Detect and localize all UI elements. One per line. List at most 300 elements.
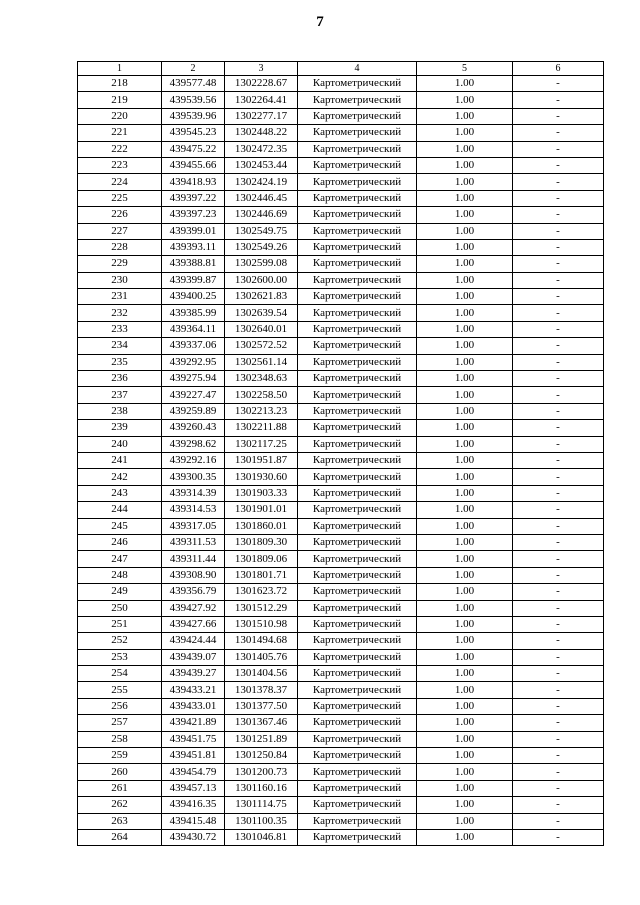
method-cell: Картометрический (298, 452, 417, 468)
point-number-cell: 256 (78, 698, 162, 714)
table-row (78, 666, 604, 682)
method-cell: Картометрический (298, 518, 417, 534)
accuracy-cell: 1.00 (417, 387, 513, 403)
x-coordinate-cell: 439399.01 (162, 223, 225, 239)
method-cell: Картометрический (298, 600, 417, 616)
accuracy-cell: 1.00 (417, 289, 513, 305)
accuracy-cell: 1.00 (417, 780, 513, 796)
note-cell: - (513, 420, 604, 436)
x-coordinate-cell: 439475.22 (162, 141, 225, 157)
table-header (78, 62, 604, 76)
x-coordinate-cell: 439439.07 (162, 649, 225, 665)
table-row (78, 207, 604, 223)
y-coordinate-cell: 1302424.19 (225, 174, 298, 190)
accuracy-cell: 1.00 (417, 207, 513, 223)
method-cell: Картометрический (298, 108, 417, 124)
method-cell: Картометрический (298, 141, 417, 157)
method-cell: Картометрический (298, 666, 417, 682)
note-cell: - (513, 813, 604, 829)
accuracy-cell: 1.00 (417, 584, 513, 600)
y-coordinate-cell: 1301510.98 (225, 616, 298, 632)
x-coordinate-cell: 439314.39 (162, 485, 225, 501)
method-cell: Картометрический (298, 813, 417, 829)
y-coordinate-cell: 1302621.83 (225, 289, 298, 305)
y-coordinate-cell: 1301951.87 (225, 452, 298, 468)
note-cell: - (513, 190, 604, 206)
column-header: 1 (78, 62, 162, 76)
accuracy-cell: 1.00 (417, 813, 513, 829)
y-coordinate-cell: 1301100.35 (225, 813, 298, 829)
coordinates-table (77, 61, 604, 846)
accuracy-cell: 1.00 (417, 321, 513, 337)
table-row (78, 289, 604, 305)
note-cell: - (513, 108, 604, 124)
x-coordinate-cell: 439397.22 (162, 190, 225, 206)
table-row (78, 567, 604, 583)
method-cell: Картометрический (298, 403, 417, 419)
table-row (78, 157, 604, 173)
point-number-cell: 223 (78, 157, 162, 173)
y-coordinate-cell: 1301377.50 (225, 698, 298, 714)
note-cell: - (513, 157, 604, 173)
point-number-cell: 224 (78, 174, 162, 190)
table-row (78, 371, 604, 387)
table-row (78, 502, 604, 518)
table-row (78, 534, 604, 550)
accuracy-cell: 1.00 (417, 76, 513, 92)
x-coordinate-cell: 439260.43 (162, 420, 225, 436)
accuracy-cell: 1.00 (417, 452, 513, 468)
note-cell: - (513, 633, 604, 649)
x-coordinate-cell: 439364.11 (162, 321, 225, 337)
accuracy-cell: 1.00 (417, 108, 513, 124)
x-coordinate-cell: 439317.05 (162, 518, 225, 534)
point-number-cell: 247 (78, 551, 162, 567)
table-row (78, 715, 604, 731)
x-coordinate-cell: 439577.48 (162, 76, 225, 92)
accuracy-cell: 1.00 (417, 371, 513, 387)
y-coordinate-cell: 1301200.73 (225, 764, 298, 780)
y-coordinate-cell: 1302117.25 (225, 436, 298, 452)
y-coordinate-cell: 1302572.52 (225, 338, 298, 354)
note-cell: - (513, 125, 604, 141)
point-number-cell: 263 (78, 813, 162, 829)
table-row (78, 436, 604, 452)
note-cell: - (513, 780, 604, 796)
method-cell: Картометрический (298, 321, 417, 337)
point-number-cell: 236 (78, 371, 162, 387)
x-coordinate-cell: 439455.66 (162, 157, 225, 173)
accuracy-cell: 1.00 (417, 420, 513, 436)
point-number-cell: 225 (78, 190, 162, 206)
note-cell: - (513, 207, 604, 223)
note-cell: - (513, 371, 604, 387)
y-coordinate-cell: 1302446.69 (225, 207, 298, 223)
table-row (78, 616, 604, 632)
point-number-cell: 250 (78, 600, 162, 616)
accuracy-cell: 1.00 (417, 354, 513, 370)
method-cell: Картометрический (298, 633, 417, 649)
x-coordinate-cell: 439427.92 (162, 600, 225, 616)
table-row (78, 829, 604, 845)
y-coordinate-cell: 1301046.81 (225, 829, 298, 845)
y-coordinate-cell: 1301251.89 (225, 731, 298, 747)
y-coordinate-cell: 1301860.01 (225, 518, 298, 534)
note-cell: - (513, 600, 604, 616)
note-cell: - (513, 256, 604, 272)
table-row (78, 485, 604, 501)
table-row (78, 649, 604, 665)
note-cell: - (513, 239, 604, 255)
method-cell: Картометрический (298, 534, 417, 550)
method-cell: Картометрический (298, 157, 417, 173)
y-coordinate-cell: 1302549.26 (225, 239, 298, 255)
x-coordinate-cell: 439400.25 (162, 289, 225, 305)
y-coordinate-cell: 1301114.75 (225, 797, 298, 813)
note-cell: - (513, 551, 604, 567)
point-number-cell: 255 (78, 682, 162, 698)
x-coordinate-cell: 439539.56 (162, 92, 225, 108)
y-coordinate-cell: 1302453.44 (225, 157, 298, 173)
y-coordinate-cell: 1302228.67 (225, 76, 298, 92)
point-number-cell: 243 (78, 485, 162, 501)
note-cell: - (513, 829, 604, 845)
point-number-cell: 218 (78, 76, 162, 92)
accuracy-cell: 1.00 (417, 551, 513, 567)
table-body (78, 76, 604, 846)
method-cell: Картометрический (298, 207, 417, 223)
point-number-cell: 222 (78, 141, 162, 157)
accuracy-cell: 1.00 (417, 764, 513, 780)
method-cell: Картометрический (298, 764, 417, 780)
point-number-cell: 241 (78, 452, 162, 468)
point-number-cell: 233 (78, 321, 162, 337)
accuracy-cell: 1.00 (417, 436, 513, 452)
table-row (78, 305, 604, 321)
x-coordinate-cell: 439433.21 (162, 682, 225, 698)
x-coordinate-cell: 439539.96 (162, 108, 225, 124)
point-number-cell: 219 (78, 92, 162, 108)
x-coordinate-cell: 439275.94 (162, 371, 225, 387)
x-coordinate-cell: 439259.89 (162, 403, 225, 419)
method-cell: Картометрический (298, 420, 417, 436)
page-number: 7 (316, 14, 324, 30)
accuracy-cell: 1.00 (417, 125, 513, 141)
method-cell: Картометрический (298, 698, 417, 714)
x-coordinate-cell: 439418.93 (162, 174, 225, 190)
method-cell: Картометрический (298, 272, 417, 288)
table-row (78, 76, 604, 92)
table-row (78, 272, 604, 288)
point-number-cell: 238 (78, 403, 162, 419)
note-cell: - (513, 567, 604, 583)
accuracy-cell: 1.00 (417, 256, 513, 272)
x-coordinate-cell: 439416.35 (162, 797, 225, 813)
table-row (78, 125, 604, 141)
note-cell: - (513, 76, 604, 92)
method-cell: Картометрический (298, 289, 417, 305)
point-number-cell: 259 (78, 748, 162, 764)
method-cell: Картометрический (298, 223, 417, 239)
table-row (78, 354, 604, 370)
table-row (78, 321, 604, 337)
x-coordinate-cell: 439424.44 (162, 633, 225, 649)
table-row (78, 797, 604, 813)
method-cell: Картометрический (298, 731, 417, 747)
accuracy-cell: 1.00 (417, 682, 513, 698)
point-number-cell: 230 (78, 272, 162, 288)
note-cell: - (513, 141, 604, 157)
note-cell: - (513, 502, 604, 518)
method-cell: Картометрический (298, 502, 417, 518)
note-cell: - (513, 338, 604, 354)
point-number-cell: 264 (78, 829, 162, 845)
note-cell: - (513, 321, 604, 337)
note-cell: - (513, 485, 604, 501)
column-header: 2 (162, 62, 225, 76)
x-coordinate-cell: 439439.27 (162, 666, 225, 682)
y-coordinate-cell: 1301250.84 (225, 748, 298, 764)
point-number-cell: 245 (78, 518, 162, 534)
note-cell: - (513, 403, 604, 419)
note-cell: - (513, 534, 604, 550)
method-cell: Картометрический (298, 239, 417, 255)
point-number-cell: 232 (78, 305, 162, 321)
note-cell: - (513, 223, 604, 239)
note-cell: - (513, 387, 604, 403)
table-row (78, 813, 604, 829)
table-row (78, 633, 604, 649)
y-coordinate-cell: 1301512.29 (225, 600, 298, 616)
method-cell: Картометрический (298, 371, 417, 387)
accuracy-cell: 1.00 (417, 305, 513, 321)
y-coordinate-cell: 1302448.22 (225, 125, 298, 141)
method-cell: Картометрический (298, 715, 417, 731)
table-row (78, 190, 604, 206)
accuracy-cell: 1.00 (417, 403, 513, 419)
point-number-cell: 226 (78, 207, 162, 223)
accuracy-cell: 1.00 (417, 223, 513, 239)
x-coordinate-cell: 439356.79 (162, 584, 225, 600)
point-number-cell: 240 (78, 436, 162, 452)
note-cell: - (513, 436, 604, 452)
note-cell: - (513, 305, 604, 321)
table-row (78, 223, 604, 239)
method-cell: Картометрический (298, 174, 417, 190)
table-row (78, 174, 604, 190)
accuracy-cell: 1.00 (417, 616, 513, 632)
point-number-cell: 228 (78, 239, 162, 255)
note-cell: - (513, 584, 604, 600)
y-coordinate-cell: 1302277.17 (225, 108, 298, 124)
x-coordinate-cell: 439451.81 (162, 748, 225, 764)
method-cell: Картометрический (298, 780, 417, 796)
y-coordinate-cell: 1302348.63 (225, 371, 298, 387)
y-coordinate-cell: 1302258.50 (225, 387, 298, 403)
method-cell: Картометрический (298, 748, 417, 764)
table-row (78, 108, 604, 124)
point-number-cell: 242 (78, 469, 162, 485)
y-coordinate-cell: 1301378.37 (225, 682, 298, 698)
y-coordinate-cell: 1301930.60 (225, 469, 298, 485)
table-row (78, 469, 604, 485)
point-number-cell: 234 (78, 338, 162, 354)
accuracy-cell: 1.00 (417, 485, 513, 501)
point-number-cell: 261 (78, 780, 162, 796)
point-number-cell: 253 (78, 649, 162, 665)
note-cell: - (513, 272, 604, 288)
table-row (78, 698, 604, 714)
y-coordinate-cell: 1301494.68 (225, 633, 298, 649)
point-number-cell: 249 (78, 584, 162, 600)
method-cell: Картометрический (298, 256, 417, 272)
table-row (78, 551, 604, 567)
method-cell: Картометрический (298, 190, 417, 206)
x-coordinate-cell: 439430.72 (162, 829, 225, 845)
column-header: 4 (298, 62, 417, 76)
method-cell: Картометрический (298, 551, 417, 567)
accuracy-cell: 1.00 (417, 157, 513, 173)
y-coordinate-cell: 1302472.35 (225, 141, 298, 157)
table-row (78, 387, 604, 403)
y-coordinate-cell: 1301901.01 (225, 502, 298, 518)
point-number-cell: 251 (78, 616, 162, 632)
y-coordinate-cell: 1302600.00 (225, 272, 298, 288)
point-number-cell: 220 (78, 108, 162, 124)
y-coordinate-cell: 1302599.08 (225, 256, 298, 272)
x-coordinate-cell: 439314.53 (162, 502, 225, 518)
accuracy-cell: 1.00 (417, 567, 513, 583)
y-coordinate-cell: 1301801.71 (225, 567, 298, 583)
method-cell: Картометрический (298, 76, 417, 92)
y-coordinate-cell: 1302213.23 (225, 403, 298, 419)
note-cell: - (513, 715, 604, 731)
table-row (78, 338, 604, 354)
accuracy-cell: 1.00 (417, 715, 513, 731)
point-number-cell: 254 (78, 666, 162, 682)
x-coordinate-cell: 439292.95 (162, 354, 225, 370)
accuracy-cell: 1.00 (417, 649, 513, 665)
y-coordinate-cell: 1302561.14 (225, 354, 298, 370)
x-coordinate-cell: 439545.23 (162, 125, 225, 141)
point-number-cell: 221 (78, 125, 162, 141)
note-cell: - (513, 469, 604, 485)
accuracy-cell: 1.00 (417, 338, 513, 354)
y-coordinate-cell: 1301367.46 (225, 715, 298, 731)
y-coordinate-cell: 1301623.72 (225, 584, 298, 600)
point-number-cell: 252 (78, 633, 162, 649)
y-coordinate-cell: 1301809.30 (225, 534, 298, 550)
accuracy-cell: 1.00 (417, 272, 513, 288)
accuracy-cell: 1.00 (417, 141, 513, 157)
note-cell: - (513, 666, 604, 682)
note-cell: - (513, 616, 604, 632)
method-cell: Картометрический (298, 338, 417, 354)
accuracy-cell: 1.00 (417, 92, 513, 108)
accuracy-cell: 1.00 (417, 469, 513, 485)
x-coordinate-cell: 439227.47 (162, 387, 225, 403)
method-cell: Картометрический (298, 829, 417, 845)
method-cell: Картометрический (298, 797, 417, 813)
table-row (78, 403, 604, 419)
accuracy-cell: 1.00 (417, 797, 513, 813)
x-coordinate-cell: 439427.66 (162, 616, 225, 632)
y-coordinate-cell: 1301160.16 (225, 780, 298, 796)
x-coordinate-cell: 439454.79 (162, 764, 225, 780)
note-cell: - (513, 682, 604, 698)
y-coordinate-cell: 1301903.33 (225, 485, 298, 501)
note-cell: - (513, 731, 604, 747)
note-cell: - (513, 518, 604, 534)
point-number-cell: 235 (78, 354, 162, 370)
table-row (78, 748, 604, 764)
column-header: 5 (417, 62, 513, 76)
method-cell: Картометрический (298, 682, 417, 698)
x-coordinate-cell: 439337.06 (162, 338, 225, 354)
point-number-cell: 246 (78, 534, 162, 550)
y-coordinate-cell: 1301809.06 (225, 551, 298, 567)
y-coordinate-cell: 1302640.01 (225, 321, 298, 337)
method-cell: Картометрический (298, 649, 417, 665)
point-number-cell: 248 (78, 567, 162, 583)
table-row (78, 256, 604, 272)
point-number-cell: 239 (78, 420, 162, 436)
x-coordinate-cell: 439433.01 (162, 698, 225, 714)
note-cell: - (513, 748, 604, 764)
method-cell: Картометрический (298, 354, 417, 370)
table-row (78, 518, 604, 534)
x-coordinate-cell: 439457.13 (162, 780, 225, 796)
note-cell: - (513, 764, 604, 780)
note-cell: - (513, 452, 604, 468)
x-coordinate-cell: 439298.62 (162, 436, 225, 452)
header-row (78, 62, 604, 76)
table-row (78, 92, 604, 108)
table-row (78, 780, 604, 796)
x-coordinate-cell: 439308.90 (162, 567, 225, 583)
accuracy-cell: 1.00 (417, 633, 513, 649)
point-number-cell: 231 (78, 289, 162, 305)
table-row (78, 682, 604, 698)
y-coordinate-cell: 1302549.75 (225, 223, 298, 239)
x-coordinate-cell: 439292.16 (162, 452, 225, 468)
accuracy-cell: 1.00 (417, 502, 513, 518)
point-number-cell: 227 (78, 223, 162, 239)
method-cell: Картометрический (298, 485, 417, 501)
y-coordinate-cell: 1302446.45 (225, 190, 298, 206)
table-row (78, 584, 604, 600)
x-coordinate-cell: 439311.53 (162, 534, 225, 550)
x-coordinate-cell: 439399.87 (162, 272, 225, 288)
table-row (78, 764, 604, 780)
accuracy-cell: 1.00 (417, 239, 513, 255)
point-number-cell: 244 (78, 502, 162, 518)
accuracy-cell: 1.00 (417, 534, 513, 550)
accuracy-cell: 1.00 (417, 829, 513, 845)
point-number-cell: 262 (78, 797, 162, 813)
point-number-cell: 260 (78, 764, 162, 780)
note-cell: - (513, 289, 604, 305)
column-header: 3 (225, 62, 298, 76)
method-cell: Картометрический (298, 616, 417, 632)
x-coordinate-cell: 439451.75 (162, 731, 225, 747)
point-number-cell: 257 (78, 715, 162, 731)
method-cell: Картометрический (298, 305, 417, 321)
accuracy-cell: 1.00 (417, 698, 513, 714)
table-row (78, 731, 604, 747)
y-coordinate-cell: 1301404.56 (225, 666, 298, 682)
method-cell: Картометрический (298, 469, 417, 485)
